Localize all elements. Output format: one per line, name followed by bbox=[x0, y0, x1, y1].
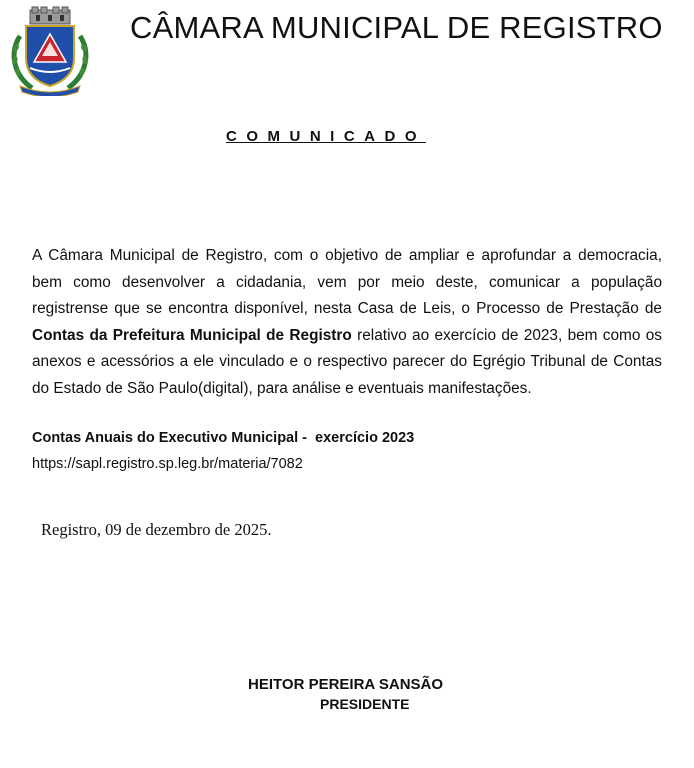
paragraph-text-bold: Contas da Prefeitura Municipal de Registro bbox=[32, 326, 352, 344]
reference-title: Contas Anuais do Executivo Municipal - exercício 2023 bbox=[32, 430, 415, 446]
date-line: Registro, 09 de dezembro de 2025. bbox=[41, 520, 272, 539]
signatory-name: HEITOR PEREIRA SANSÃO bbox=[248, 676, 444, 693]
municipal-coat-of-arms-icon bbox=[8, 6, 92, 96]
page-title: CÂMARA MUNICIPAL DE REGISTRO bbox=[130, 10, 663, 45]
paragraph-text-start: A Câmara Municipal de Registro, com o objetivo de ampliar e aprofundar a democracia, bem como desenvolver a cidadania, vem por meio deste, comunicar a população registrense que se encontra disponível, nesta Casa de Leis, o Processo de Prestação de bbox=[32, 247, 662, 317]
signatory-role: PRESIDENTE bbox=[320, 696, 410, 712]
document-title: COMUNICADO bbox=[226, 128, 426, 145]
announcement-paragraph bbox=[32, 243, 662, 402]
paragraph-text-end: relativo ao exercício de 2023, bem como os anexos e acessórios a ele vinculado e o respectivo parecer do Egrégio Tribunal de Contas do Estado de São Paulo(digital), para análise e eventuais manifestações. bbox=[32, 326, 662, 397]
materia-link[interactable]: https://sapl.registro.sp.leg.br/materia/7082 bbox=[32, 456, 303, 472]
